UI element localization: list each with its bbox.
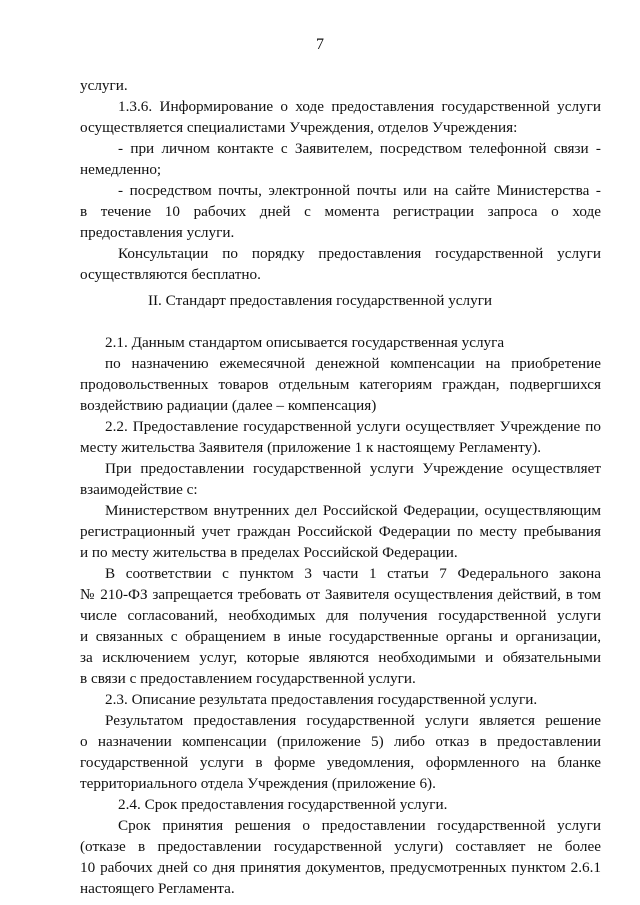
text-line: за исключением услуг, которые являются необходимыми и обязательными <box>80 649 601 666</box>
text-line: - посредством почты, электронной почты или на сайте Министерства - <box>118 182 601 199</box>
text-line: (отказе в предоставлении государственной услуги) составляет не более <box>80 838 601 855</box>
text-line: в связи с предоставлением государственной услуги. <box>80 670 416 687</box>
text-line: 2.1. Данным стандартом описывается государственная услуга <box>105 334 505 351</box>
text-line: Консультации по порядку предоставления государственной услуги <box>118 245 601 262</box>
text-line: Срок принятия решения о предоставлении государственной услуги <box>118 817 601 834</box>
text-line: и по месту жительства в пределах Российской Федерации. <box>80 544 458 561</box>
text-line: 1.3.6. Информирование о ходе предоставления государственной услуги <box>118 98 601 115</box>
text-line: - при личном контакте с Заявителем, посредством телефонной связи - <box>118 140 601 157</box>
text-line: продовольственных товаров отдельным категориям граждан, подвергшихся <box>80 376 601 393</box>
text-line: 10 рабочих дней со дня принятия документов, предусмотренных пунктом 2.6.1 <box>80 859 601 876</box>
text-line: предоставления услуги. <box>80 224 235 241</box>
text-line: взаимодействие с: <box>80 481 198 498</box>
text-line: Результатом предоставления государственной услуги является решение <box>105 712 601 729</box>
text-line: о назначении компенсации (приложение 5) либо отказ в предоставлении <box>80 733 601 750</box>
text-line: 2.3. Описание результата предоставления государственной услуги. <box>105 691 538 708</box>
text-line: 2.2. Предоставление государственной услуги осуществляет Учреждение по <box>105 418 601 435</box>
text-line: При предоставлении государственной услуги Учреждение осуществляет <box>105 460 601 477</box>
text-line: по назначению ежемесячной денежной компенсации на приобретение <box>105 355 601 372</box>
text-line: осуществляется специалистами Учреждения, отделов Учреждения: <box>80 119 518 136</box>
page-number: 7 <box>316 36 324 53</box>
text-line: в течение 10 рабочих дней с момента регистрации запроса о ходе <box>80 203 601 220</box>
text-line: 2.4. Срок предоставления государственной услуги. <box>118 796 448 813</box>
text-line: числе согласований, необходимых для получения государственной услуги <box>80 607 601 624</box>
text-line: территориального отдела Учреждения (приложение 6). <box>80 775 436 792</box>
text-line: В соответствии с пунктом 3 части 1 статьи 7 Федерального закона <box>105 565 601 582</box>
text-line: месту жительства Заявителя (приложение 1 к настоящему Регламенту). <box>80 439 542 456</box>
text-line: осуществляются бесплатно. <box>80 266 261 283</box>
text-line: регистрационный учет граждан Российской Федерации по месту пребывания <box>80 523 601 540</box>
text-line: и связанных с обращением в иные государственные органы и организации, <box>80 628 601 645</box>
text-line: настоящего Регламента. <box>80 880 235 897</box>
text-line: Министерством внутренних дел Российской Федерации, осуществляющим <box>105 502 601 519</box>
section-heading: II. Стандарт предоставления государственной услуги <box>147 292 493 309</box>
text-line: государственной услуги в форме уведомления, оформленного на бланке <box>80 754 601 771</box>
text-line: немедленно; <box>80 161 162 178</box>
text-line: № 210-ФЗ запрещается требовать от Заявителя осуществления действий, в том <box>80 586 601 603</box>
text-line: воздействию радиации (далее – компенсация) <box>80 397 377 414</box>
text-line: услуги. <box>80 77 128 94</box>
